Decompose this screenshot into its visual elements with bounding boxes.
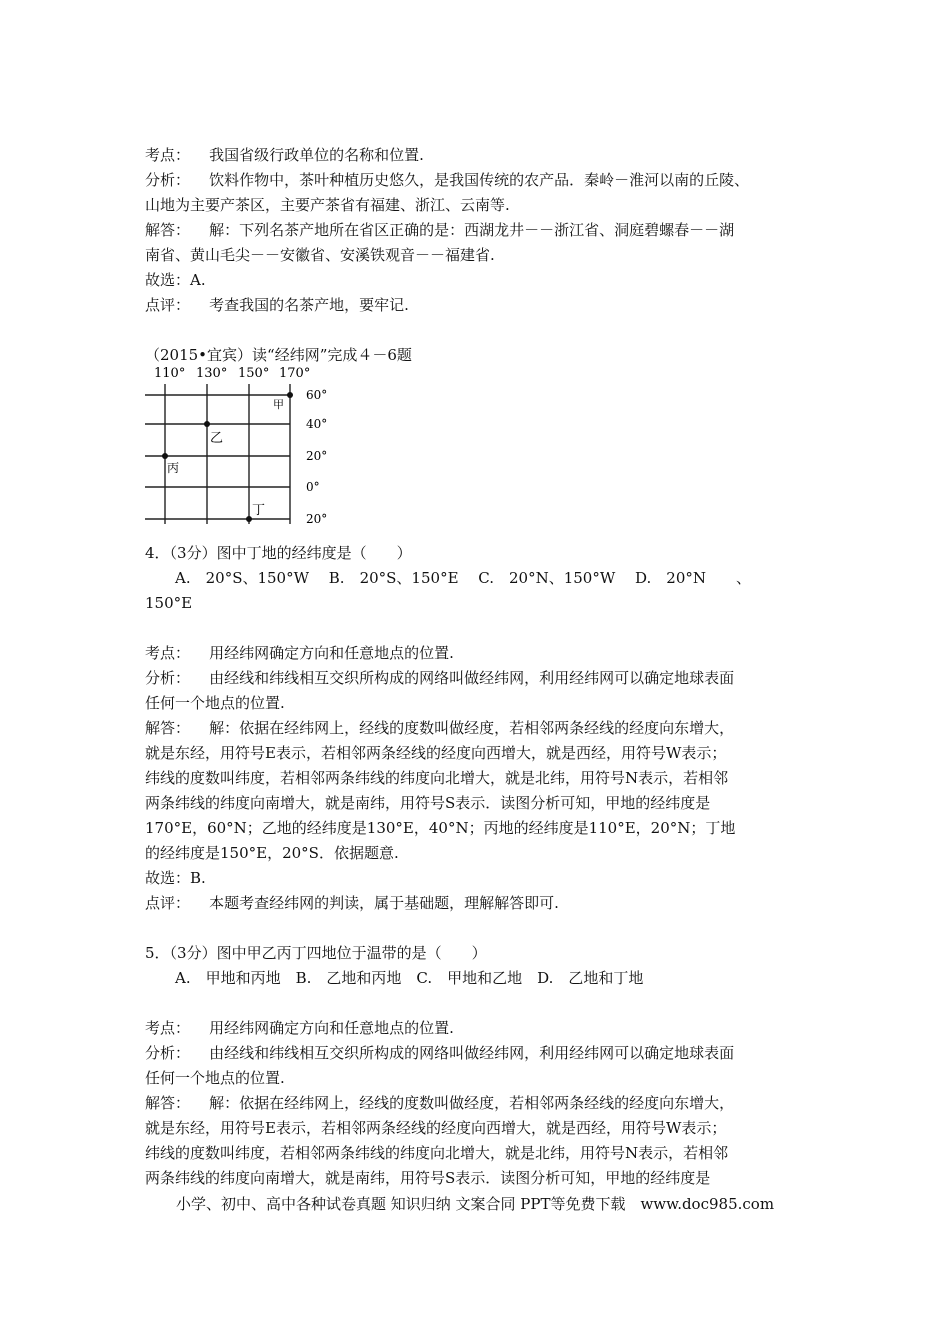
jieda-text-cont: 纬线的度数叫纬度，若相邻两条纬线的纬度向北增大，就是北纬，用符号N表示，若相邻	[145, 769, 729, 787]
lat-lon-grid-svg	[140, 362, 340, 532]
jieda-text-cont: 的经纬度是150°E，20°S．依据题意.	[145, 844, 399, 862]
jieda-label: 解答：	[145, 221, 191, 239]
kaodian-label: 考点：	[145, 146, 191, 164]
point-label-yi: 乙	[210, 431, 224, 446]
question-4-options-cont: 150°E	[145, 594, 193, 612]
jieda-text-cont: 两条纬线的纬度向南增大，就是南纬，用符号S表示．读图分析可知，甲地的经纬度是	[145, 794, 711, 812]
lat-label-0: 0°	[306, 480, 320, 494]
fenxi-row-2	[145, 668, 734, 688]
fenxi-label: 分析：	[145, 669, 191, 687]
dianping-row-2	[145, 893, 559, 913]
fenxi-text-cont: 山地为主要产茶区，主要产茶省有福建、浙江、云南等.	[145, 196, 510, 214]
dianping-row-1	[145, 295, 409, 315]
kaodian-row-1	[145, 145, 424, 165]
lat-label-20s: 20°	[306, 512, 328, 526]
page-footer: 小学、初中、高中各种试卷真题 知识归纳 文案合同 PPT等免费下载 www.doc985.com	[175, 1195, 775, 1213]
jieda-text-cont: 170°E，60°N；乙地的经纬度是130°E，40°N；丙地的经纬度是110°E，20°N；丁地	[145, 819, 736, 837]
jieda-text: 解：依据在经纬网上，经线的度数叫做经度，若相邻两条经线的经度向东增大，	[209, 1094, 735, 1112]
fenxi-text-cont: 任何一个地点的位置.	[145, 1069, 285, 1087]
fenxi-text-cont: 任何一个地点的位置.	[145, 694, 285, 712]
jieda-label: 解答：	[145, 1094, 191, 1112]
kaodian-label: 考点：	[145, 1019, 191, 1037]
jieda-text-cont: 就是东经，用符号E表示，若相邻两条经线的经度向西增大，就是西经，用符号W表示；	[145, 1119, 727, 1137]
fenxi-row-3	[145, 1043, 734, 1063]
fenxi-row-1	[145, 170, 749, 190]
dianping-text: 考查我国的名茶产地，要牢记.	[209, 296, 409, 314]
kaodian-label: 考点：	[145, 644, 191, 662]
question-5-options: A. 甲地和丙地 B. 乙地和丙地 C. 甲地和乙地 D. 乙地和丁地	[175, 969, 644, 987]
jieda-text-cont: 两条纬线的纬度向南增大，就是南纬，用符号S表示．读图分析可知，甲地的经纬度是	[145, 1169, 711, 1187]
kaodian-text: 我国省级行政单位的名称和位置.	[209, 146, 424, 164]
lat-label-20n: 20°	[306, 449, 328, 463]
jieda-text-cont: 南省、黄山毛尖－－安徽省、安溪铁观音－－福建省.	[145, 246, 495, 264]
jieda-text-cont: 就是东经，用符号E表示，若相邻两条经线的经度向西增大，就是西经，用符号W表示；	[145, 744, 727, 762]
jieda-row-3	[145, 1093, 734, 1113]
point-label-bing: 丙	[167, 461, 180, 475]
question-4-stem: 4．（3分）图中丁地的经纬度是（ ）	[145, 544, 412, 562]
point-yi	[204, 421, 210, 427]
jieda-text-cont: 纬线的度数叫纬度，若相邻两条纬线的纬度向北增大，就是北纬，用符号N表示，若相邻	[145, 1144, 729, 1162]
point-label-ding: 丁	[252, 503, 266, 518]
answer-choice: 故选：A.	[145, 271, 206, 289]
lat-label-40: 40°	[306, 417, 328, 431]
kaodian-text: 用经纬网确定方向和任意地点的位置.	[209, 644, 454, 662]
question-intro: （2015•宜宾）读“经纬网”完成４－6题	[145, 346, 412, 364]
jieda-label: 解答：	[145, 719, 191, 737]
fenxi-text: 由经线和纬线相互交织所构成的网络叫做经纬网，利用经纬网可以确定地球表面	[209, 1044, 735, 1062]
kaodian-row-2	[145, 643, 454, 663]
dianping-text: 本题考查经纬网的判读，属于基础题，理解解答即可.	[209, 894, 559, 912]
fenxi-label: 分析：	[145, 171, 191, 189]
point-jia	[287, 392, 293, 398]
dianping-label: 点评：	[145, 296, 191, 314]
answer-choice: 故选：B.	[145, 869, 206, 887]
dianping-label: 点评：	[145, 894, 191, 912]
point-label-jia: 甲	[273, 398, 284, 411]
lon-label-150: 150°	[238, 366, 270, 381]
question-5-stem: 5．（3分）图中甲乙丙丁四地位于温带的是（ ）	[145, 944, 487, 962]
question-4-options: A. 20°S、150°W B. 20°S、150°E C. 20°N、150°W D. 20°N 、	[175, 569, 751, 587]
kaodian-text: 用经纬网确定方向和任意地点的位置.	[209, 1019, 454, 1037]
jieda-text: 解：依据在经纬网上，经线的度数叫做经度，若相邻两条经线的经度向东增大，	[209, 719, 735, 737]
point-bing	[162, 453, 168, 459]
lat-label-60: 60°	[306, 388, 328, 402]
lon-label-170: 170°	[279, 366, 311, 381]
lat-lon-grid-figure	[140, 362, 340, 532]
lon-label-130: 130°	[196, 366, 228, 381]
kaodian-row-3	[145, 1018, 454, 1038]
fenxi-text: 饮料作物中，茶叶种植历史悠久，是我国传统的农产品．秦岭－淮河以南的丘陵、	[209, 171, 750, 189]
fenxi-text: 由经线和纬线相互交织所构成的网络叫做经纬网，利用经纬网可以确定地球表面	[209, 669, 735, 687]
lon-label-110: 110°	[154, 366, 186, 381]
jieda-text: 解：下列名茶产地所在省区正确的是：西湖龙井－－浙江省、洞庭碧螺春－－湖	[209, 221, 735, 239]
fenxi-label: 分析：	[145, 1044, 191, 1062]
jieda-row-2	[145, 718, 734, 738]
jieda-row-1	[145, 220, 734, 240]
